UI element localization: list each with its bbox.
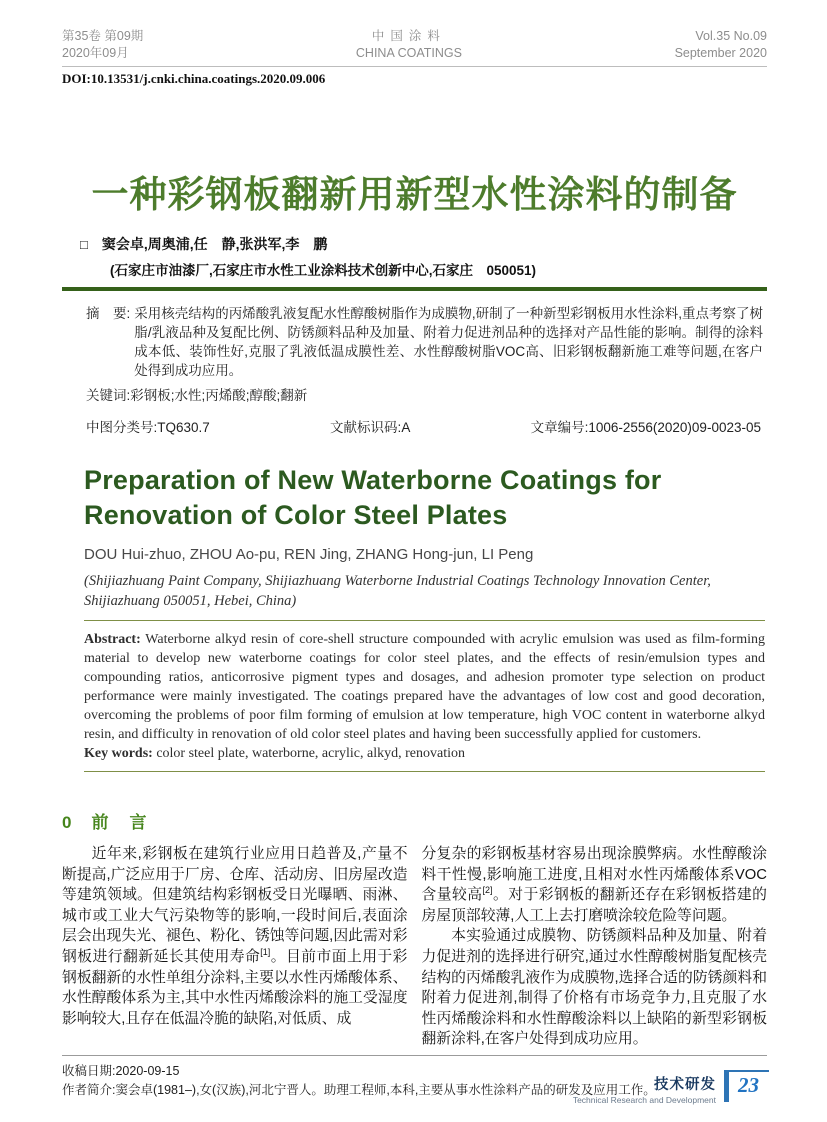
- volume-issue-cn: 第35卷 第09期: [62, 29, 144, 43]
- article-no-item: [531, 418, 761, 437]
- citation-ref-1: [1]: [260, 947, 271, 958]
- intro-paragraph-1: [62, 844, 408, 1029]
- intro-p1-text-cont: 。目前市面上用于彩钢板翻新的水性单组分涂料,主要以水性丙烯酸体系、水性醇酸体系为主,其中水性丙烯酸涂料的施工受湿度影响较大,且存在低温冷脆的缺陷,对低质、成: [62, 948, 408, 1027]
- affiliation-cn: (石家庄市油漆厂,石家庄市水性工业涂料技术创新中心,石家庄 050051): [110, 263, 537, 278]
- keywords-en-label: Key words:: [84, 746, 153, 761]
- abstract-en-bottom-divider: [84, 771, 765, 772]
- date-en: September 2020: [674, 46, 767, 60]
- intro-p1-text: 近年来,彩钢板在建筑行业应用日趋普及,产量不断提高,广泛应用于厂房、仓库、活动房、旧房屋改造等建筑领域。但建筑结构彩钢板受日光曝晒、雨淋、城市或工业大气污染物等的影响,一段时间后,表面涂层会出现失光、褪色、粉化、锈蚀等问题,因此需对彩钢板进行翻新延长其使用寿命: [62, 846, 408, 965]
- article-no-label: 文章编号:: [530, 420, 589, 435]
- doc-code-value: A: [401, 420, 411, 435]
- intro-paragraph-2: 本实验通过成膜物、防锈颜料品种及加量、附着力促进剂的选择进行研究,通过水性醇酸树脂复配核壳结构的丙烯酸乳液作为成膜物,选择合适的防锈颜料和附着力促进剂,制得了价格有市场竞争力,且克服了水性丙烯酸涂料和水性醇酸涂料以上缺陷的新型彩钢板翻新涂料,在客户处得到成功应用。: [421, 928, 767, 1048]
- abstract-cn-block: [62, 304, 767, 437]
- classification-row: [86, 418, 763, 437]
- intro-paragraph-1-continued: [422, 844, 768, 926]
- clc-value: TQ630.7: [157, 420, 210, 435]
- doc-code-label: 文献标识码:: [330, 420, 402, 435]
- authors-cn: 窦会卓,周奥浦,任 静,张洪军,李 鹏: [101, 236, 328, 252]
- author-bio-label: 作者简介:: [62, 1082, 116, 1097]
- intro-heading-title: 前 言: [91, 813, 149, 832]
- journal-name-cn: 中国涂料: [371, 29, 446, 43]
- affiliation-en: (Shijiazhuang Paint Company, Shijiazhuang Waterborne Industrial Coatings Technology Innovation Center, Shijiazhuang 050051, Hebei, China): [84, 573, 711, 609]
- keywords-cn-label: 关键词:: [86, 388, 131, 403]
- page-footer: [573, 1070, 769, 1105]
- intro-heading: [62, 808, 767, 833]
- article-no-value: 1006-2556(2020)09-0023-05: [588, 420, 761, 435]
- page-number-box: [724, 1070, 769, 1102]
- doi-line: DOI:10.13531/j.cnki.china.coatings.2020.09.006: [62, 71, 326, 86]
- journal-name-en: CHINA COATINGS: [355, 46, 462, 60]
- keywords-en-row: [84, 746, 765, 762]
- abstract-en-top-divider: [84, 620, 765, 621]
- abstract-cn-text: 采用核壳结构的丙烯酸乳液复配水性醇酸树脂作为成膜物,研制了一种新型彩钢板用水性涂料,重点考察了树脂/乳液品种及复配比例、防锈颜料品种及加量、附着力促进剂品种的选择对产品性能的影响。制得的涂料成本低、装饰性好,克服了乳液低温成膜性差、水性醇酸树脂VOC高、旧彩钢板翻新施工难等问题,在客户处得到成功应用。: [134, 306, 763, 378]
- journal-header: [62, 28, 767, 67]
- received-date-label: 收稿日期:: [62, 1063, 116, 1078]
- received-date-value: 2020-09-15: [115, 1063, 180, 1078]
- intro-section: [62, 808, 767, 1050]
- author-marker-icon: □: [80, 236, 88, 252]
- page-number: 23: [738, 1073, 759, 1097]
- keywords-cn-row: [86, 386, 763, 405]
- title-divider-rule: [62, 287, 767, 291]
- header-volume-issue-cn: [62, 28, 143, 62]
- abstract-cn-label: 摘 要:: [86, 306, 131, 321]
- header-volume-issue-en: [675, 28, 767, 62]
- abstract-en: [84, 630, 765, 744]
- journal-name: [356, 28, 462, 62]
- abstract-cn-row: [86, 304, 763, 380]
- clc-label: 中图分类号:: [86, 420, 158, 435]
- intro-p1-cont-text-end: 。对于彩钢板的翻新还存在彩钢板搭建的房屋顶部较薄,人工上去打磨喷涂较危险等问题。: [421, 887, 767, 924]
- english-block: [62, 463, 767, 772]
- footer-column-cn: 技术研发: [654, 1077, 716, 1093]
- authors-row-cn: [62, 234, 767, 254]
- intro-p1-cont-text: 分复杂的彩钢板基材容易出现涂膜弊病。水性醇酸涂料干性慢,影响施工进度,且相对水性丙烯酸体系VOC含量较高: [421, 846, 767, 904]
- abstract-en-text: Waterborne alkyd resin of core-shell structure compounded with acrylic emulsion was used as film-forming material to develop new waterborne coatings for color steel plates, and the effects of resin/emulsion types and compounding ratios, anticorrosive pigment types and dosages, and adhesion promoter type selection on product performance were mainly investigated. The coatings prepared have the advantages of low cost and good decoration, overcoming the problems of poor film forming of emulsion at low temperature, high VOC content in waterborne alkyd resin, and difficulty in renovation of old color steel plates and having been successfully applied for customers.: [84, 632, 766, 742]
- date-cn: 2020年09月: [62, 46, 129, 60]
- article-title-cn: 一种彩钢板翻新用新型水性涂料的制备: [91, 174, 738, 215]
- intro-heading-number: 0: [62, 813, 74, 832]
- doc-code-item: [330, 418, 410, 437]
- keywords-cn: 彩钢板;水性;丙烯酸;醇酸;翻新: [130, 388, 308, 403]
- volume-issue-en: Vol.35 No.09: [695, 29, 767, 43]
- body-columns: [62, 844, 767, 1050]
- abstract-en-label: Abstract:: [84, 632, 141, 647]
- keywords-en: color steel plate, waterborne, acrylic, alkyd, renovation: [156, 746, 465, 761]
- author-bio-value: 窦会卓(1981–),女(汉族),河北宁晋人。助理工程师,本科,主要从事水性涂料产品的研发及应用工作。: [115, 1082, 656, 1097]
- body-column-left: [62, 844, 408, 1050]
- clc-item: [86, 418, 210, 437]
- authors-en: DOU Hui-zhuo, ZHOU Ao-pu, REN Jing, ZHANG Hong-jun, LI Peng: [84, 546, 534, 563]
- body-column-right: [422, 844, 768, 1050]
- citation-ref-2: [2]: [482, 885, 493, 896]
- footer-column-en: Technical Research and Development: [572, 1095, 716, 1105]
- footer-column-name: [573, 1070, 716, 1105]
- article-title-en: Preparation of New Waterborne Coatings for Renovation of Color Steel Plates: [84, 465, 662, 530]
